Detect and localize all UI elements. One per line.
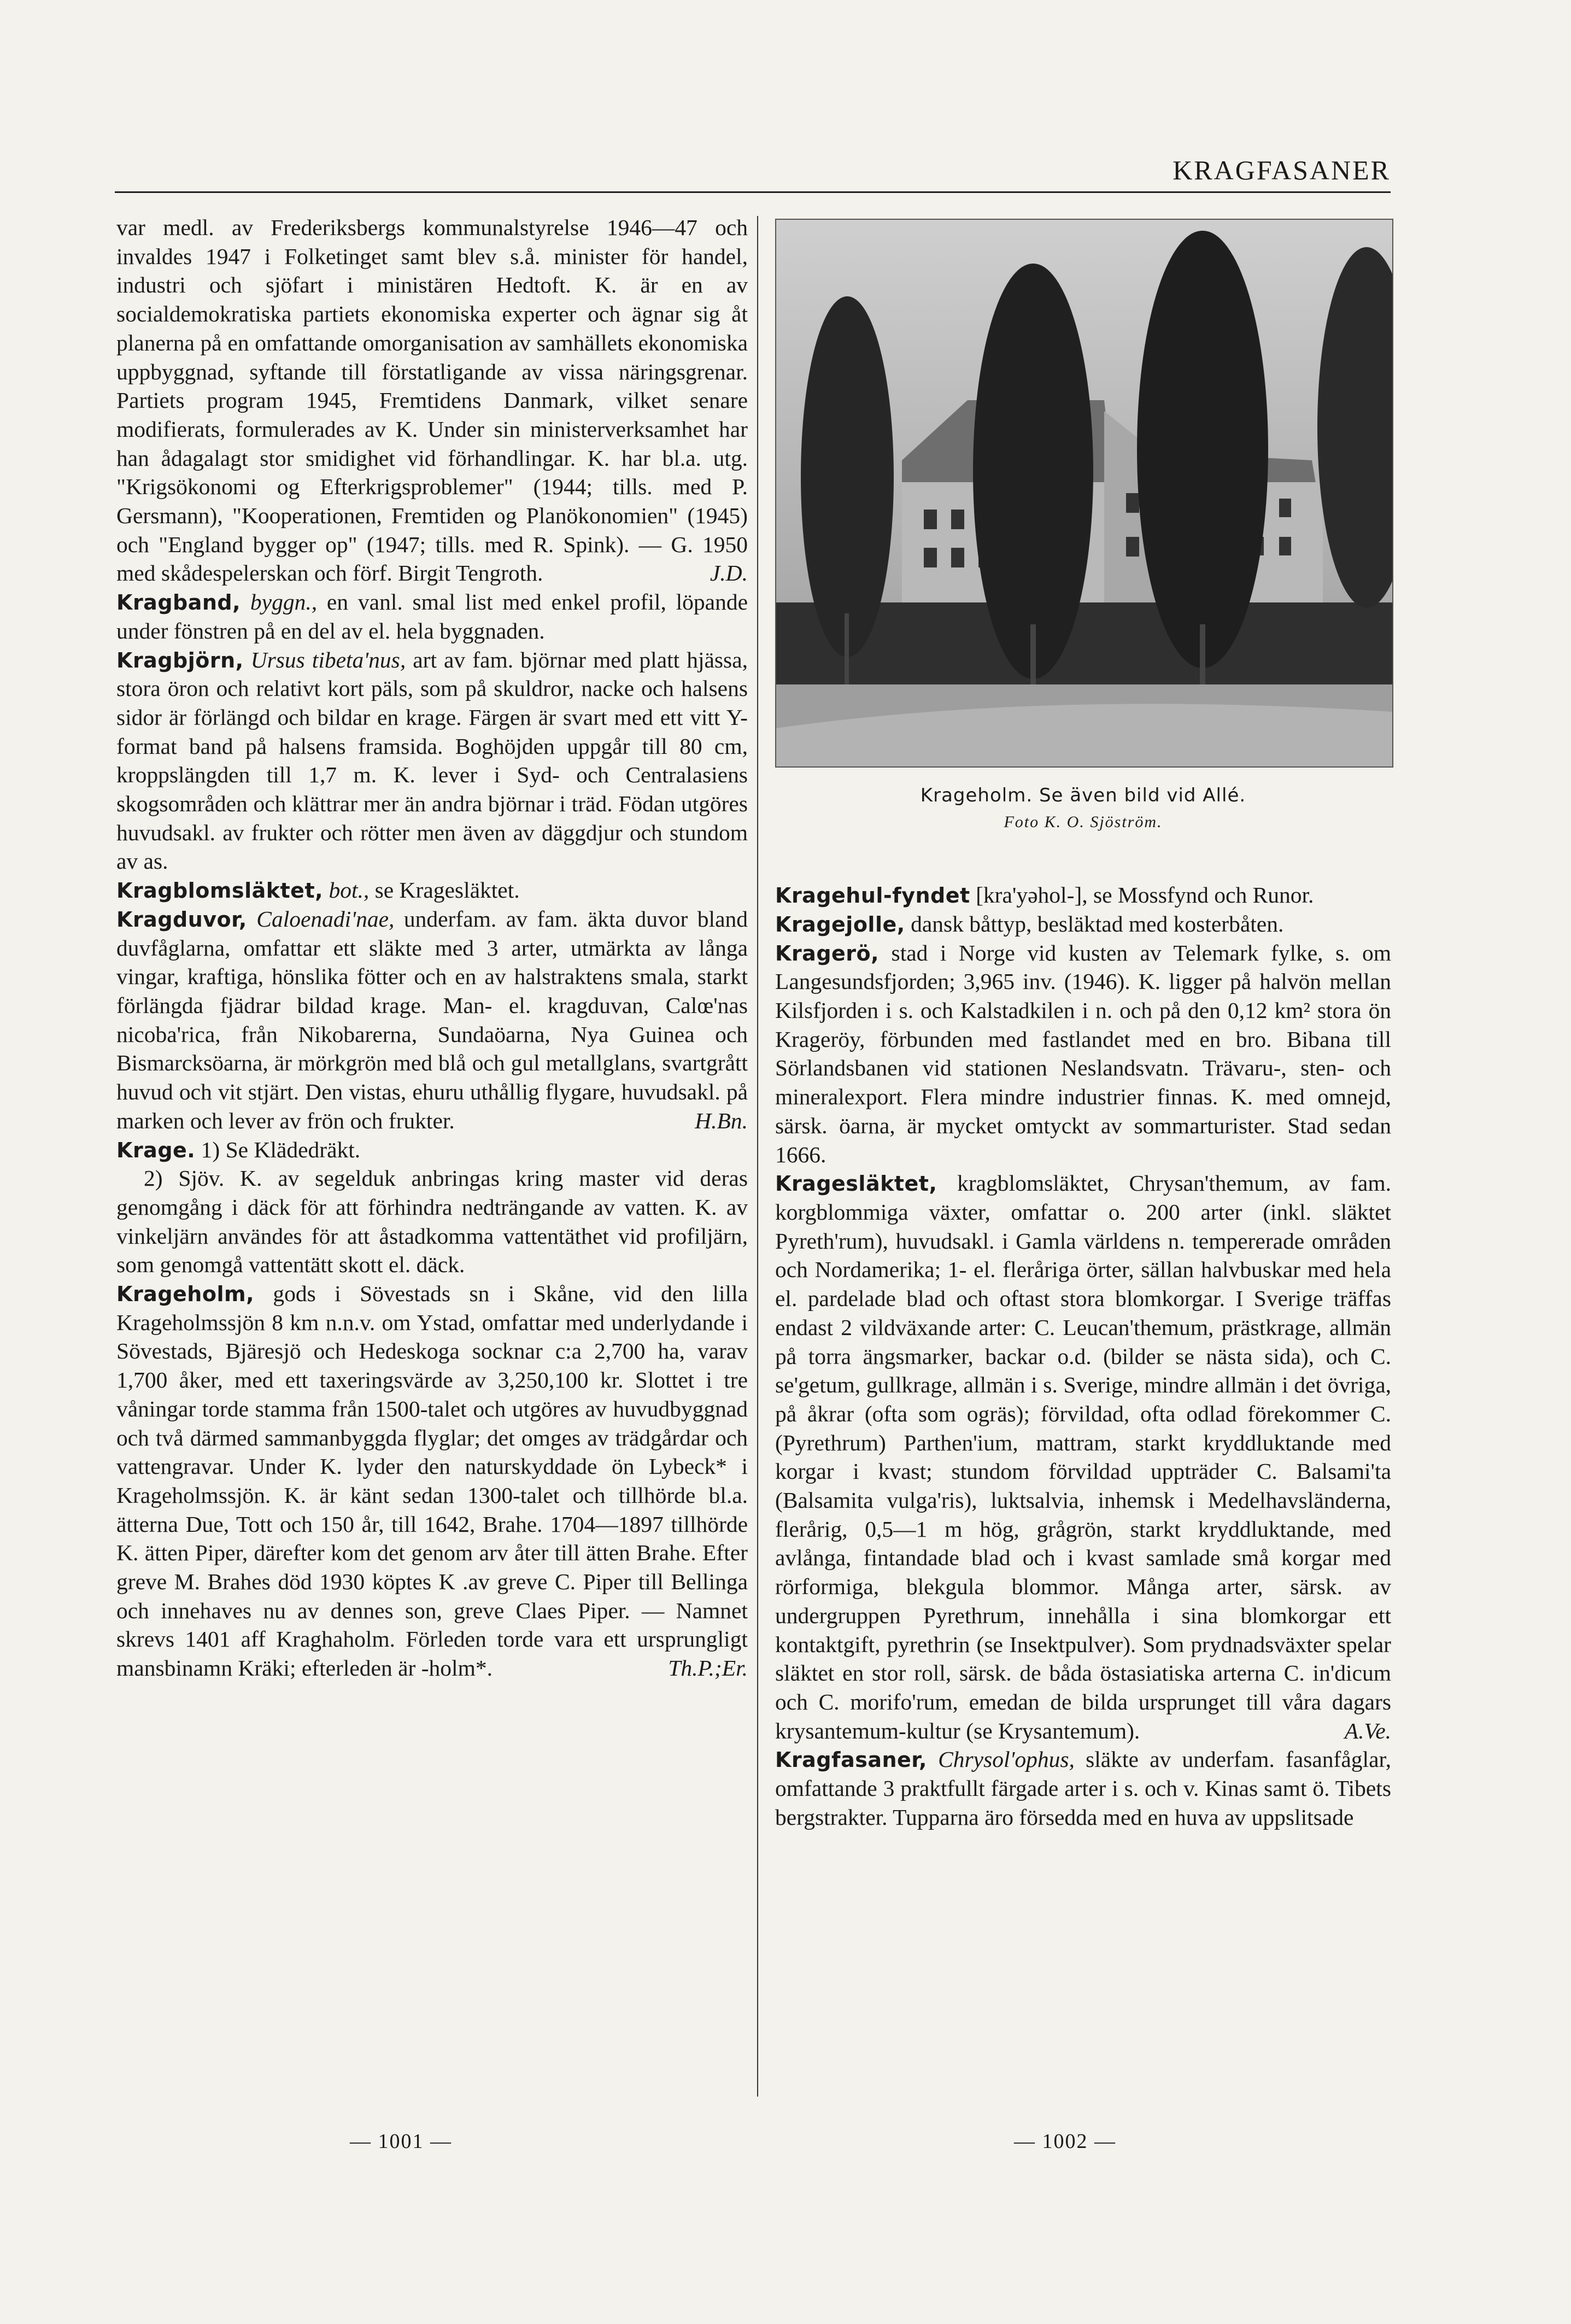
entry-text: art av fam. björnar med platt hjässa, stora öron och relativt kort päls, som på skuldror, nacke och halsens sidor är förlängd och bildar en krage. Färgen är svart med ett vitt Y-format band på halsens framsida. Boghöjden uppgår till 80 cm, kroppslängden till 1,7 m. K. lever i Syd- och Centralasiens skogsområden och klättrar mer än andra björnar i träd. Födan utgöres huvudsakl. av frukter och rötter men även av däggdjur och stundom av as. [116,647,748,874]
headword: Kragesläktet, [775,1172,937,1196]
author-signature: H.Bn. [695,1108,748,1133]
left-column [116,213,748,1683]
right-column [775,219,1391,1831]
headword-gloss: Ursus tibeta'nus, [250,647,406,672]
article-entry [775,881,1391,910]
article-entry [116,876,748,905]
headword: Kragband, [116,590,241,615]
article-entry [116,905,748,1135]
entry-text: 2) Sjöv. K. av segelduk anbringas kring master vid deras genomgång i däck för att förhindra nedträngande av vatten. K. av vinkeljärn användes för att åstadkomma vattentäthet vid profiljärn, som genomgå vattentätt skott el. däck. [116,1166,748,1278]
article-entry [775,910,1391,939]
photo-caption: Krageholm. Se även bild vid Allé. [920,785,1246,806]
article-entry [116,213,748,588]
photo-credit: Foto K. O. Sjöström. [1004,813,1163,832]
headword: Kragfasaner, [775,1748,927,1772]
headword-gloss: Caloenadi'nae, [256,906,395,932]
article-entry [775,1169,1391,1745]
headword: Kragbjörn, [116,648,244,672]
entry-text: se Kragesläktet. [374,877,520,903]
headword-gloss: byggn., [250,589,318,615]
photo-image [776,220,1392,766]
author-signature: J.D. [710,560,748,586]
headword-gloss: bot., [329,877,370,903]
page-number-right: — 1002 — [1014,2130,1116,2153]
page-number-left: — 1001 — [350,2130,452,2153]
article-entry [116,1164,748,1279]
running-head: KRAGFASANER [1173,155,1391,185]
right-column-text [775,881,1391,1831]
entry-text: 1) Se Klädedräkt. [201,1137,361,1162]
entry-text: dansk båttyp, besläktad med kosterbåten. [911,911,1284,936]
entry-text: en vanl. smal list med enkel profil, löpande under fönstren på en del av el. hela byggnaden. [116,589,748,643]
entry-text: underfam. av fam. äkta duvor bland duvfåglarna, omfattar ett släkte med 3 arter, utmärkta av långa vingar, kraftiga, hönslika fötter och en av halstraktens smala, starkt förlängda fjädrar bildad krage. Man- el. kragduvan, Calœ'nas nicoba'rica, från Nikobarerna, Sundaöarna, Nya Guinea och Bismarcksöarna, är mörkgrön med blå och gul metallglans, svartgrått huvud och vit stjärt. Den vistas, ehuru uthållig flygare, huvudsakl. på marken och lever av frön och frukter. [116,906,748,1133]
entry-text: var medl. av Frederiksbergs kommunalstyrelse 1946—47 och invaldes 1947 i Folketinget samt blev s.å. minister för handel, industri och sjöfart i ministären Hedtoft. K. är en av socialdemokratiska partiets ekonomiska experter och ägnar sig åt planerna på en omfattande omorganisation av samhällets ekonomiska uppbyggnad, syftande till förstatligande av vissa näringsgrenar. Partiets program 1945, Fremtidens Danmark, vilket senare modifierats, formulerades av K. Under sin ministerverksamhet har han ådagalagt stor smidighet vid förhandlingar. K. har bl.a. utg. "Krigsökonomi og Efterkrigsproblemer" (1944; tills. med P. Gersmann), "Kooperationen, Fremtiden og Planökonomien" (1945) och "England bygger op" (1947; tills. med R. Spink). — G. 1950 med skådespelerskan och förf. Birgit Tengroth. [116,215,748,586]
header-rule [115,191,1391,193]
entry-text: gods i Sövestads sn i Skåne, vid den lilla Krageholmssjön 8 km n.n.v. om Ystad, omfattar med underlydande i Sövestads, Bjäresjö och Hedeskoga socknar c:a 2,700 ha, varav 1,700 åker, med ett taxeringsvärde av 3,250,100 kr. Slottet i tre våningar torde stamma från 1500-talet och utgöres av huvudbyggnad och två därmed sammanbyggda flyglar; det omges av trädgårdar och vattengravar. Under K. lyder den naturskyddade ön Lybeck* i Krageholmssjön. K. är känt sedan 1300-talet och tillhörde bl.a. ätterna Due, Tott och 150 år, till 1642, Brahe. 1704—1897 tillhörde K. ätten Piper, därefter kom det genom arv åter till ätten Brahe. Efter greve M. Brahes död 1930 köptes K .av greve C. Piper till Bellinga och innehaves nu av dennes son, greve Claes Piper. — Namnet skrevs 1401 aff Kraghaholm. Förleden torde vara ett ursprungligt mansbinamn Kräki; efterleden är -holm*. [116,1281,748,1681]
entry-text: släkte av underfam. fasanfåglar, omfattande 3 praktfullt färgade arter i s. och v. Kinas samt ö. Tibets bergstrakter. Tupparna äro försedda med en huva av uppslitsade [775,1747,1392,1830]
article-entry [116,646,748,876]
author-signature: Th.P.;Er. [668,1655,748,1681]
headword-gloss: Chrysol'ophus, [938,1747,1075,1772]
article-entry [116,588,748,645]
entry-text: kragblomsläktet, Chrysan'themum, av fam. korgblommiga växter, omfattar o. 200 arter (inkl. släktet Pyreth'rum), huvudsakl. i Gamla världens n. tempererade områden och Nordamerika; 1- el. fleråriga örter, sällan halvbuskar med hela el. pardelade blad och oftast stora blomkorgar. I Sverige träffas endast 2 vildväxande arter: C. Leucan'themum, prästkrage, allmän på torra ängsmarker, backar o.d. (bilder se nästa sida), och C. se'getum, gullkrage, allmän i s. Sverige, mindre allmän i det övriga, på åkrar (ofta som ogräs); förvildad, ofta odlad förekommer C. (Pyrethrum) Parthen'ium, mattram, starkt kryddluktande med korgar i kvast; stundom förvildad uppträder C. Balsami'ta (Balsamita vulga'ris), luktsalvia, inhemsk i Medelhavsländerna, flerårig, 0,5—1 m hög, grågrön, starkt kryddluktande, med avlånga, fintandade blad och i kvast samlade små korgar med rörformiga, blekgula blommor. Många arter, särsk. av undergruppen Pyrethrum, innehålla i sina blomkorgar ett kontaktgift, pyrethrin (se Insektpulver). Som prydnadsväxter spelar släktet en stor roll, särsk. de båda östasiatiska arterna C. in'dicum och C. morifo'rum, emedan de bilda ursprunget till våra dagars krysantemum-kultur (se Krysantemum). [775,1170,1391,1743]
photo-krageholm [775,219,1393,768]
article-entry [116,1135,748,1164]
headword: Krage. [116,1138,196,1162]
headword: Krageholm, [116,1282,255,1307]
author-signature: A.Ve. [1344,1718,1391,1743]
article-entry [775,939,1391,1169]
headword: Kragehul-fyndet [775,883,970,908]
entry-text: [kra'yəhol-], se Mossfynd och Runor. [976,882,1314,908]
entry-text: stad i Norge vid kusten av Telemark fylke, s. om Langesundsfjorden; 3,965 inv. (1946). K. ligger på halvön mellan Kilsfjorden i s. och Kalstadkilen i n. och på den 0,12 km² stora ön Krageröy, förbunden med fastlandet med en bro. Bibana till Sörlandsbanen vid stationen Neslandsvatn. Trävaru-, sten- och mineralexport. Flera mindre industrier finnas. K. med omnejd, särsk. öarna, är mycket omtyckt av sommarturister. Stad sedan 1666. [775,940,1391,1167]
article-entry [116,1279,748,1683]
headword: Kragejolle, [775,912,905,936]
column-rule [757,216,758,2097]
headword: Kragblomsläktet, [116,879,324,903]
headword: Kragerö, [775,941,880,965]
article-entry [775,1745,1391,1831]
headword: Kragduvor, [116,907,247,932]
